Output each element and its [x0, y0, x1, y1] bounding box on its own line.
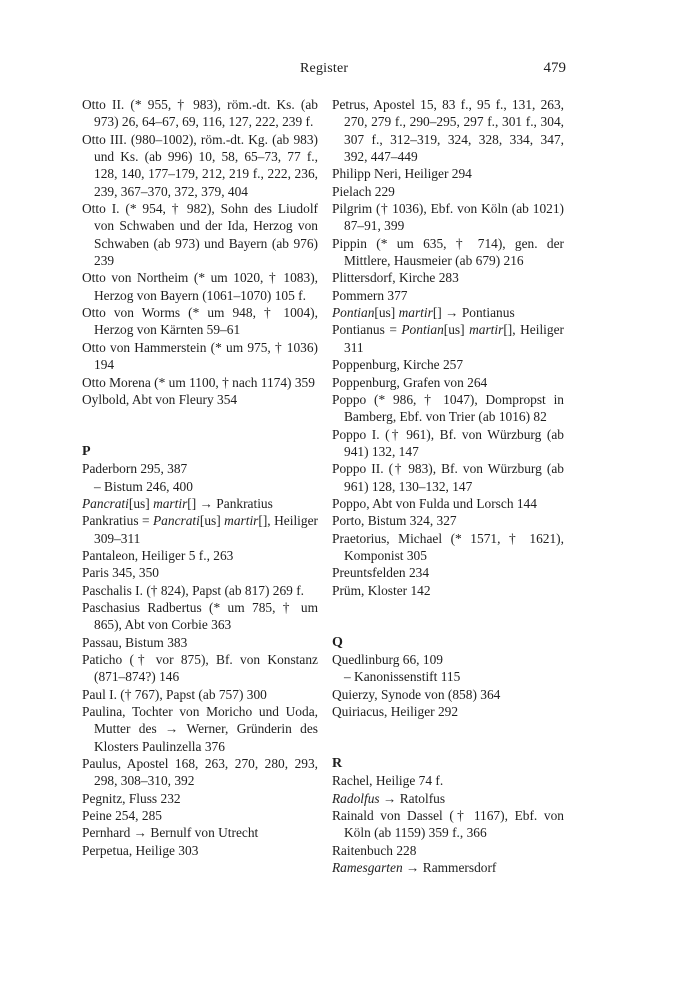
index-entry: Pernhard → Bernulf von Utrecht: [82, 825, 259, 841]
index-entry: Otto von Northeim (* um 1020, † 1083), Herzog von Bayern (1061–1070) 105 f.: [82, 270, 318, 303]
index-column-left: [82, 96, 318, 859]
index-entry: Raitenbuch 228: [332, 842, 417, 858]
index-entry: Paderborn 295, 387: [82, 461, 188, 477]
index-entry: Poppo II. († 983), Bf. von Würzburg (ab 961) 128, 130–132, 147: [332, 461, 564, 494]
index-entry: Petrus, Apostel 15, 83 f., 95 f., 131, 263, 270, 279 f., 290–295, 297 f., 301 f., 304, 307 f., 312–319, 324, 328, 334, 347, 392, 447–449: [332, 97, 564, 165]
index-entry: Paschalis I. († 824), Papst (ab 817) 269 f.: [82, 582, 305, 598]
index-entry: Rainald von Dassel († 1167), Ebf. von Köln (ab 1159) 359 f., 366: [332, 808, 564, 841]
index-entry: Paulina, Tochter von Moricho und Uoda, Mutter des → Werner, Gründerin des Klosters Paulinzella 376: [82, 704, 318, 754]
index-entry: Plittersdorf, Kirche 283: [332, 270, 459, 286]
index-entry: Passau, Bistum 383: [82, 634, 188, 650]
index-entry: Philipp Neri, Heiliger 294: [332, 166, 472, 182]
index-entry: Paul I. († 767), Papst (ab 757) 300: [82, 686, 267, 702]
index-entry: Pontian[us] martir[] → Pontianus: [332, 305, 515, 321]
running-title: Register: [300, 61, 349, 76]
section-letter: P: [82, 443, 91, 459]
index-entry: Quedlinburg 66, 109: [332, 652, 443, 667]
index-entry: Paris 345, 350: [82, 565, 159, 581]
index-entry: Otto I. (* 954, † 982), Sohn des Liudolf von Schwaben und der Ida, Herzog von Schwaben (ab 973) und Bayern (ab 976) 239: [82, 201, 318, 269]
index-entry: Otto II. (* 955, † 983), röm.-dt. Ks. (ab 973) 26, 64–67, 69, 116, 127, 222, 239 f.: [82, 97, 318, 130]
index-entry: Praetorius, Michael (* 1571, † 1621), Komponist 305: [332, 530, 564, 563]
index-entry: Oylbold, Abt von Fleury 354: [82, 391, 238, 407]
index-entry: Pankratius = Pancrati[us] martir[], Heiliger 309–311: [82, 513, 318, 546]
index-entry: Radolfus → Ratolfus: [332, 790, 446, 806]
index-entry: Preuntsfelden 234: [332, 565, 430, 581]
section-spacer: [82, 408, 318, 443]
index-column-right: [332, 96, 564, 876]
section-letter: R: [332, 756, 343, 772]
index-entry: Prüm, Kloster 142: [332, 582, 431, 598]
index-entry: Paulus, Apostel 168, 263, 270, 280, 293, 298, 308–310, 392: [82, 756, 318, 789]
index-entry: Otto III. (980–1002), röm.-dt. Kg. (ab 983) und Ks. (ab 996) 10, 58, 65–73, 77 f., 128, 140, 177–179, 212, 219 f., 222, 236, 239, 367–370, 372, 379, 404: [82, 131, 318, 199]
index-entry: Pontianus = Pontian[us] martir[], Heiliger 311: [332, 322, 564, 355]
index-entry: Pommern 377: [332, 287, 408, 303]
index-entry: Quierzy, Synode von (858) 364: [332, 686, 501, 702]
index-entry: Pancrati[us] martir[] → Pankratius: [82, 495, 273, 511]
index-entry: Pielach 229: [332, 183, 395, 199]
index-entry: Ramesgarten → Rammersdorf: [332, 860, 497, 876]
index-entry: Paschasius Radbertus (* um 785, † um 865), Abt von Corbie 363: [82, 599, 318, 633]
index-entry: Pilgrim († 1036), Ebf. von Köln (ab 1021) 87–91, 399: [332, 201, 564, 234]
index-subentry: – Bistum 246, 400: [94, 478, 193, 494]
index-entry: Paticho († vor 875), Bf. von Konstanz (871–874?) 146: [82, 652, 318, 685]
section-spacer: [332, 720, 564, 755]
index-entry: Perpetua, Heilige 303: [82, 842, 199, 858]
page-number: 479: [543, 60, 566, 76]
index-entry: Poppo, Abt von Fulda und Lorsch 144: [332, 495, 537, 511]
index-entry: Porto, Bistum 324, 327: [332, 513, 457, 529]
running-header: [0, 61, 700, 81]
index-entry: Otto von Hammerstein (* um 975, † 1036) 194: [82, 339, 318, 373]
section-spacer: [332, 599, 564, 634]
section-letter: Q: [332, 634, 343, 650]
index-entry: Otto Morena (* um 1100, † nach 1174) 359: [82, 374, 315, 390]
index-entry: Otto von Worms (* um 948, † 1004), Herzog von Kärnten 59–61: [82, 305, 318, 338]
index-entry: Quiriacus, Heiliger 292: [332, 704, 459, 720]
index-entry: Poppenburg, Grafen von 264: [332, 374, 488, 390]
index-entry: Poppo I. († 961), Bf. von Würzburg (ab 941) 132, 147: [332, 426, 564, 459]
index-entry: Peine 254, 285: [82, 808, 162, 824]
index-entry: Pantaleon, Heiliger 5 f., 263: [82, 547, 234, 563]
index-entry: Pegnitz, Fluss 232: [82, 790, 181, 806]
index-entry: Pippin (* um 635, † 714), gen. der Mittlere, Hausmeier (ab 679) 216: [332, 235, 564, 269]
index-entry: Poppenburg, Kirche 257: [332, 357, 464, 373]
index-entry: Rachel, Heilige 74 f.: [332, 773, 444, 789]
index-entry: Poppo (* 986, † 1047), Dompropst in Bamberg, Ebf. von Trier (ab 1016) 82: [332, 391, 564, 425]
index-subentry: – Kanonissenstift 115: [344, 669, 461, 685]
